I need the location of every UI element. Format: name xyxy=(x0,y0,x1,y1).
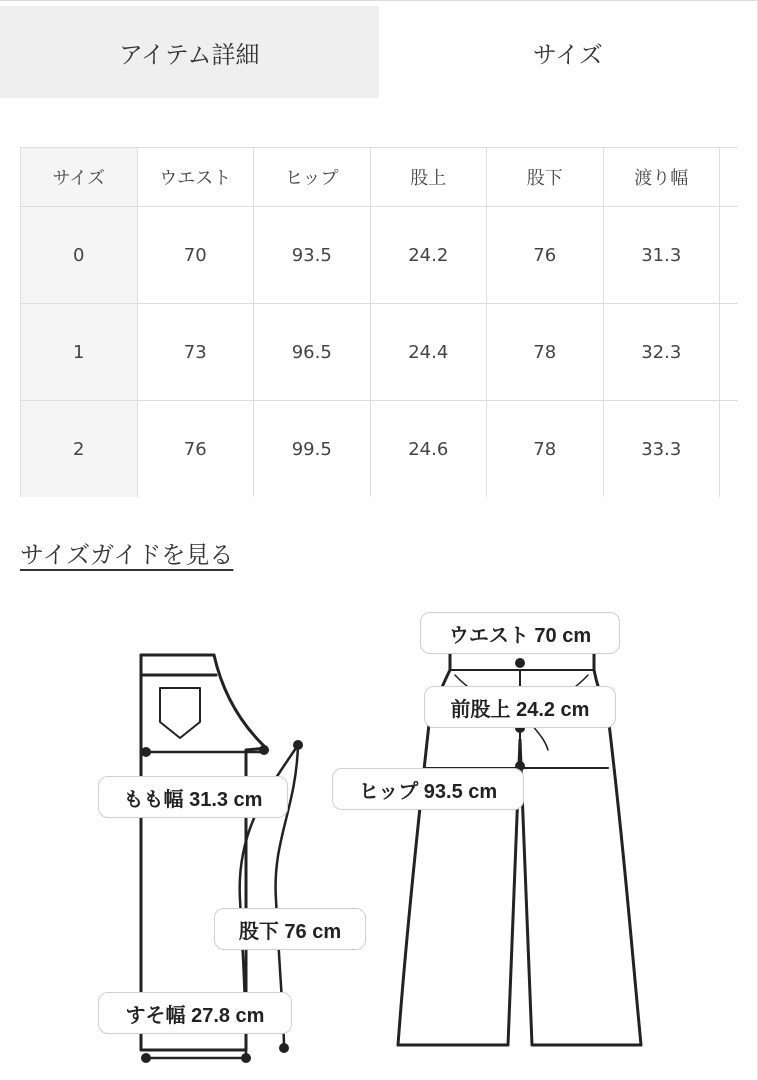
size-guide-link[interactable]: サイズガイドを見る xyxy=(20,541,234,569)
tab-item-details[interactable]: アイテム詳細 xyxy=(0,6,379,98)
table-cell: 32.3 xyxy=(603,304,720,401)
table-header-row xyxy=(21,148,739,207)
table-cell: 76 xyxy=(137,401,254,498)
table-cell: 24.2 xyxy=(370,207,487,304)
table-row xyxy=(21,304,739,401)
tab-bar xyxy=(0,6,757,98)
table-cell: 78 xyxy=(487,304,604,401)
table-cell: 24.6 xyxy=(370,401,487,498)
top-divider xyxy=(0,0,758,5)
table-cell: 93.5 xyxy=(254,207,371,304)
table-cell xyxy=(720,207,739,304)
header-thigh-width: 渡り幅 xyxy=(603,148,720,207)
table-cell: 78 xyxy=(487,401,604,498)
table-cell: 99.5 xyxy=(254,401,371,498)
inseam-label: 股下 76 cm xyxy=(214,908,366,950)
table-cell: 70 xyxy=(137,207,254,304)
table-cell xyxy=(720,401,739,498)
table-cell: 76 xyxy=(487,207,604,304)
table-row xyxy=(21,401,739,498)
table-cell: 2 xyxy=(21,401,138,498)
waist-label: ウエスト 70 cm xyxy=(420,612,620,654)
table-cell: 24.4 xyxy=(370,304,487,401)
header-size: サイズ xyxy=(21,148,138,207)
header-overflow xyxy=(720,148,739,207)
tab-size[interactable]: サイズ xyxy=(379,6,758,98)
header-hip: ヒップ xyxy=(254,148,371,207)
header-waist: ウエスト xyxy=(137,148,254,207)
table-row xyxy=(21,207,739,304)
header-rise: 股上 xyxy=(370,148,487,207)
table-cell: 31.3 xyxy=(603,207,720,304)
measurement-diagram xyxy=(0,600,758,1080)
table-cell: 0 xyxy=(21,207,138,304)
header-inseam: 股下 xyxy=(487,148,604,207)
table-cell xyxy=(720,304,739,401)
table-cell: 33.3 xyxy=(603,401,720,498)
table-cell: 96.5 xyxy=(254,304,371,401)
table-cell: 73 xyxy=(137,304,254,401)
size-table xyxy=(20,147,738,497)
size-table-container[interactable] xyxy=(20,147,738,497)
front-rise-label: 前股上 24.2 cm xyxy=(424,686,616,728)
table-cell: 1 xyxy=(21,304,138,401)
hip-label: ヒップ 93.5 cm xyxy=(332,768,524,810)
hem-width-label: すそ幅 27.8 cm xyxy=(98,992,292,1034)
thigh-width-label: もも幅 31.3 cm xyxy=(98,776,288,818)
